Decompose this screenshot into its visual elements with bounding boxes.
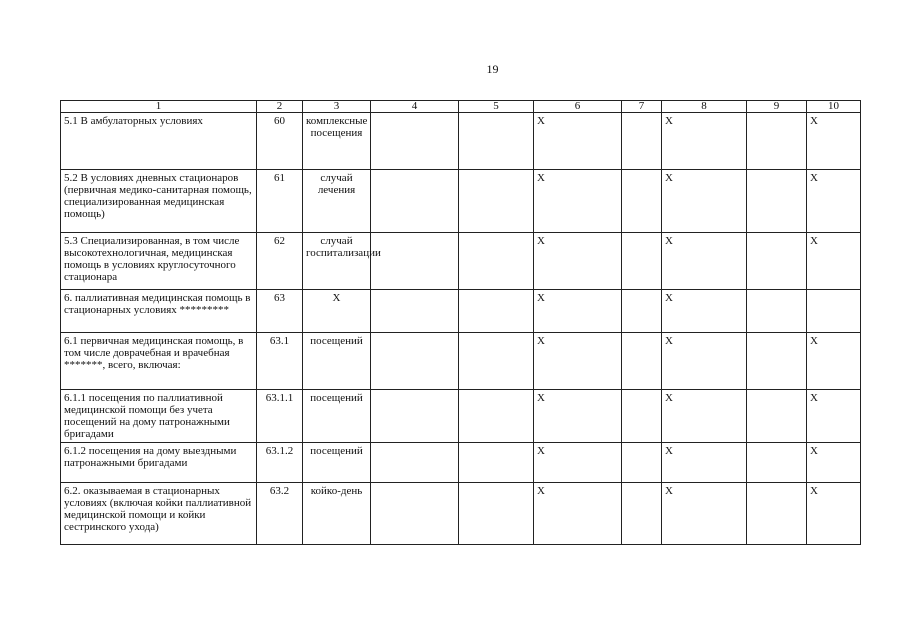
cell-col-10: X: [807, 170, 861, 233]
cell-col-8: X: [662, 483, 747, 545]
row-unit: случай госпитализации: [303, 233, 371, 290]
cell-col-9: [747, 113, 807, 170]
row-label: 6.2. оказываемая в стационарных условиях (включая койки паллиативной медицинской помощи и койки сестринского ухода): [61, 483, 257, 545]
cell-col-8: X: [662, 333, 747, 390]
cell-col-4: [371, 390, 459, 443]
row-code: 63.2: [257, 483, 303, 545]
cell-col-5: [459, 170, 534, 233]
column-header: 3: [303, 101, 371, 113]
row-code: 62: [257, 233, 303, 290]
column-header: 1: [61, 101, 257, 113]
cell-col-5: [459, 483, 534, 545]
cell-col-10: X: [807, 483, 861, 545]
row-label: 6.1.2 посещения на дому выездными патронажными бригадами: [61, 443, 257, 483]
cell-col-10: X: [807, 113, 861, 170]
cell-col-8: X: [662, 443, 747, 483]
row-code: 61: [257, 170, 303, 233]
row-code: 63.1.1: [257, 390, 303, 443]
cell-col-8: X: [662, 233, 747, 290]
cell-col-8: X: [662, 113, 747, 170]
cell-col-7: [622, 113, 662, 170]
cell-col-6: X: [534, 390, 622, 443]
cell-col-10: X: [807, 443, 861, 483]
row-code: 63.1.2: [257, 443, 303, 483]
row-label: 6.1 первичная медицинская помощь, в том числе доврачебная и врачебная *******, всего, включая:: [61, 333, 257, 390]
cell-col-7: [622, 170, 662, 233]
cell-col-6: X: [534, 483, 622, 545]
column-header: 4: [371, 101, 459, 113]
row-code: 60: [257, 113, 303, 170]
table-row: [61, 170, 861, 233]
cell-col-6: X: [534, 290, 622, 333]
cell-col-7: [622, 483, 662, 545]
row-label: 6.1.1 посещения по паллиативной медицинской помощи без учета посещений на дому патронажными бригадами: [61, 390, 257, 443]
cell-col-4: [371, 443, 459, 483]
column-header: 9: [747, 101, 807, 113]
cell-col-10: X: [807, 233, 861, 290]
row-unit: случай лечения: [303, 170, 371, 233]
cell-col-9: [747, 390, 807, 443]
cell-col-4: [371, 290, 459, 333]
cell-col-4: [371, 333, 459, 390]
cell-col-9: [747, 233, 807, 290]
row-label: 5.2 В условиях дневных стационаров (первичная медико-санитарная помощь, специализированная медицинская помощь): [61, 170, 257, 233]
table-row: [61, 390, 861, 443]
cell-col-5: [459, 290, 534, 333]
row-unit: посещений: [303, 443, 371, 483]
cell-col-9: [747, 483, 807, 545]
row-code: 63: [257, 290, 303, 333]
cell-col-9: [747, 333, 807, 390]
column-header: 6: [534, 101, 622, 113]
page-number: 19: [486, 62, 499, 76]
cell-col-4: [371, 483, 459, 545]
cell-col-4: [371, 113, 459, 170]
row-unit: комплексные посещения: [303, 113, 371, 170]
row-unit: посещений: [303, 333, 371, 390]
cell-col-5: [459, 390, 534, 443]
column-header: 2: [257, 101, 303, 113]
cell-col-6: X: [534, 333, 622, 390]
row-code: 63.1: [257, 333, 303, 390]
row-unit: X: [303, 290, 371, 333]
cell-col-9: [747, 443, 807, 483]
data-table: [60, 100, 861, 545]
cell-col-7: [622, 390, 662, 443]
cell-col-7: [622, 290, 662, 333]
cell-col-4: [371, 170, 459, 233]
table-row: [61, 113, 861, 170]
cell-col-4: [371, 233, 459, 290]
cell-col-10: X: [807, 333, 861, 390]
row-label: 5.1 В амбулаторных условиях: [61, 113, 257, 170]
column-header: 5: [459, 101, 534, 113]
table-row: [61, 333, 861, 390]
cell-col-5: [459, 233, 534, 290]
table-row: [61, 290, 861, 333]
cell-col-7: [622, 233, 662, 290]
row-unit: койко-день: [303, 483, 371, 545]
row-unit: посещений: [303, 390, 371, 443]
table-header-row: [61, 101, 861, 113]
cell-col-10: X: [807, 390, 861, 443]
cell-col-10: [807, 290, 861, 333]
column-header: 10: [807, 101, 861, 113]
cell-col-6: X: [534, 113, 622, 170]
cell-col-9: [747, 290, 807, 333]
cell-col-8: X: [662, 290, 747, 333]
cell-col-5: [459, 443, 534, 483]
column-header: 7: [622, 101, 662, 113]
table-row: [61, 483, 861, 545]
cell-col-9: [747, 170, 807, 233]
cell-col-8: X: [662, 170, 747, 233]
cell-col-7: [622, 443, 662, 483]
row-label: 6. паллиативная медицинская помощь в стационарных условиях *********: [61, 290, 257, 333]
table-row: [61, 233, 861, 290]
cell-col-6: X: [534, 170, 622, 233]
cell-col-5: [459, 333, 534, 390]
cell-col-6: X: [534, 443, 622, 483]
table-row: [61, 443, 861, 483]
cell-col-8: X: [662, 390, 747, 443]
column-header: 8: [662, 101, 747, 113]
row-label: 5.3 Специализированная, в том числе высокотехнологичная, медицинская помощь в условиях круглосуточного стационара: [61, 233, 257, 290]
cell-col-7: [622, 333, 662, 390]
cell-col-5: [459, 113, 534, 170]
cell-col-6: X: [534, 233, 622, 290]
